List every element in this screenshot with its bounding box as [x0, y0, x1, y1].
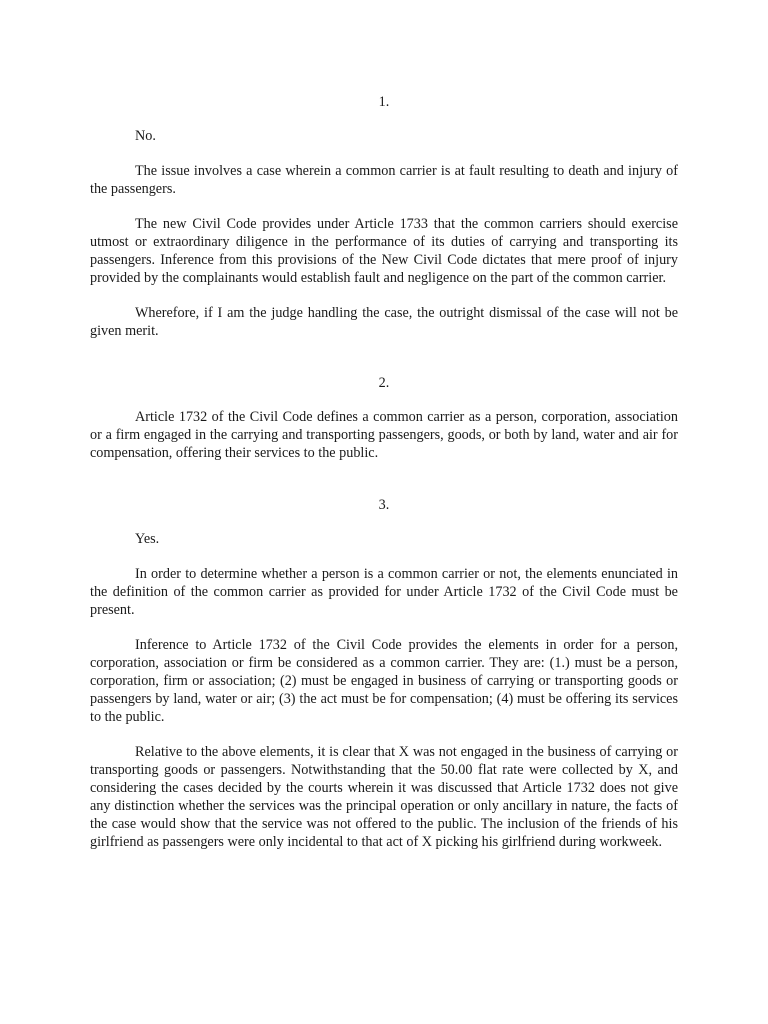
section-number-3: 3. — [378, 497, 390, 513]
section-number-2: 2. — [378, 375, 390, 391]
section-number-1: 1. — [378, 94, 390, 110]
paragraph-1-conclusion: Wherefore, if I am the judge handling the case, the outright dismissal of the case will not be given merit. — [90, 305, 678, 339]
document-page — [90, 93, 678, 851]
paragraph-3-analysis: Relative to the above elements, it is clear that X was not engaged in the business of carrying or transporting goods or passengers. Notwithstanding that the 50.00 flat rate were collected by X, and considering the cases decided by the courts wherein it was discussed that Article 1732 does not give any distinction whether the services was the principal operation or only ancillary in nature, the facts of the case would show that the service was not offered to the public. The inclusion of the friends of his girlfriend as passengers were only incidental to that act of X picking his girlfriend during workweek. — [90, 744, 678, 850]
paragraph-1-civil-code: The new Civil Code provides under Article 1733 that the common carriers should exercise utmost or extraordinary diligence in the performance of its duties of carrying and transporting its passengers. Inference from this provisions of the New Civil Code dictates that mere proof of injury provided by the complainants would establish fault and negligence on the part of the common carrier. — [90, 216, 678, 286]
paragraph-1-issue: The issue involves a case wherein a common carrier is at fault resulting to death and injury of the passengers. — [90, 163, 678, 197]
paragraph-3-determine: In order to determine whether a person is a common carrier or not, the elements enunciated in the definition of the common carrier as provided for under Article 1732 of the Civil Code must be present. — [90, 566, 678, 618]
answer-3: Yes. — [135, 531, 160, 547]
answer-1: No. — [135, 128, 156, 144]
paragraph-2-definition: Article 1732 of the Civil Code defines a common carrier as a person, corporation, association or a firm engaged in the carrying and transporting passengers, goods, or both by land, water and air for compensation, offering their services to the public. — [90, 409, 678, 461]
paragraph-3-elements: Inference to Article 1732 of the Civil Code provides the elements in order for a person, corporation, association or firm be considered as a common carrier. They are: (1.) must be a person, corporation, firm or association; (2) must be engaged in business of carrying or transporting goods or passengers by land, water or air; (3) the act must be for compensation; (4) must be offering its services to the public. — [90, 637, 678, 725]
